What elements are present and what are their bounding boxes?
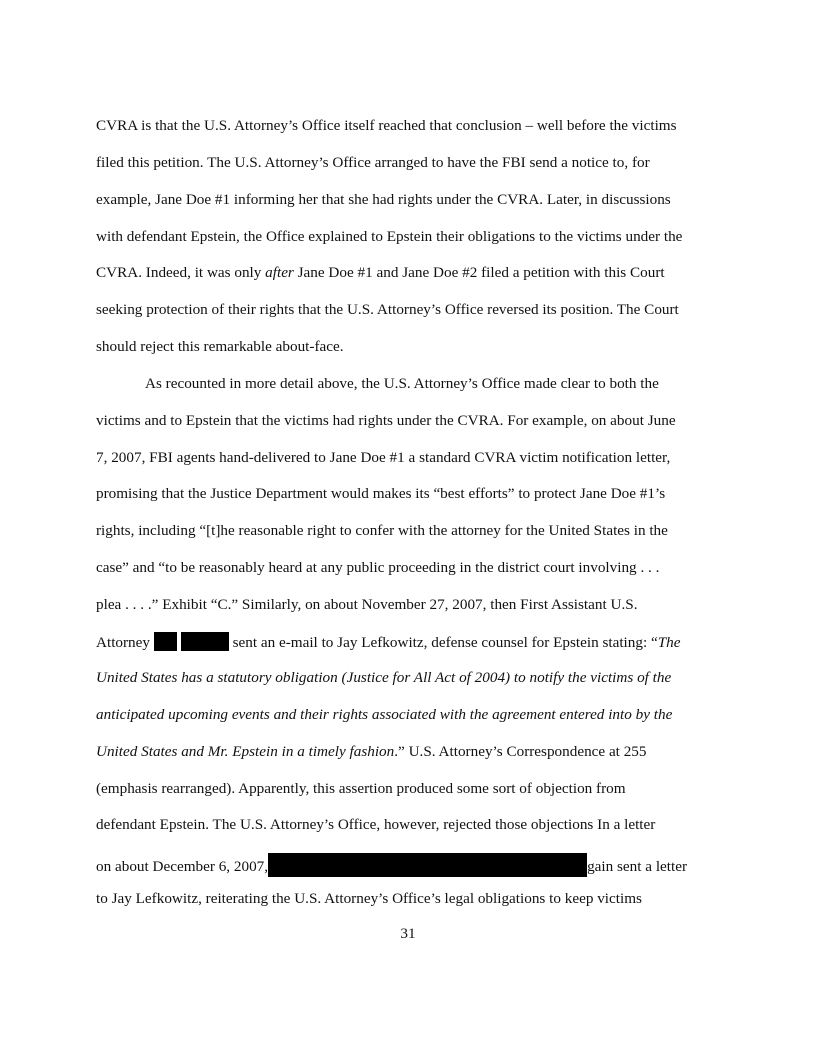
text-line <box>96 853 687 877</box>
text-run: CVRA. Indeed, it was only <box>96 264 266 281</box>
text-run: sent an e-mail to Jay Lefkowitz, defense counsel for Epstein stating: “ <box>228 634 658 651</box>
text-line: rights, including “[t]he reasonable right to confer with the attorney for the United States in the <box>96 522 668 539</box>
text-line: seeking protection of their rights that the U.S. Attorney’s Office reversed its position. The Court <box>96 301 679 318</box>
text-line: plea . . . .” Exhibit “C.” Similarly, on about November 27, 2007, then First Assistant U.S. <box>96 596 638 613</box>
text-line <box>96 706 672 724</box>
redaction-box <box>181 632 229 651</box>
emphasis-text: anticipated upcoming events and their rights associated with the agreement entered into by the <box>96 706 673 723</box>
page-number: 31 <box>400 925 416 942</box>
text-line: filed this petition. The U.S. Attorney’s Office arranged to have the FBI send a notice to, for <box>96 154 650 171</box>
text-line <box>96 632 681 652</box>
text-line <box>96 669 671 687</box>
emphasis-text: The <box>657 634 681 651</box>
emphasis-text: after <box>265 264 294 281</box>
redaction-box <box>268 853 587 877</box>
emphasis-text: United States and Mr. Epstein in a timely fashion <box>96 743 395 760</box>
text-line <box>96 264 665 282</box>
text-line: example, Jane Doe #1 informing her that she had rights under the CVRA. Later, in discussions <box>96 191 671 208</box>
text-line: should reject this remarkable about-face. <box>96 338 344 355</box>
redaction-box <box>154 632 177 651</box>
paragraph-first-line: As recounted in more detail above, the U.S. Attorney’s Office made clear to both the <box>145 375 659 392</box>
text-run: on about December 6, 2007, <box>96 858 269 875</box>
text-line: CVRA is that the U.S. Attorney’s Office itself reached that conclusion – well before the victims <box>96 117 677 134</box>
text-line: to Jay Lefkowitz, reiterating the U.S. Attorney’s Office’s legal obligations to keep victims <box>96 890 642 907</box>
text-line <box>96 743 646 761</box>
text-line: with defendant Epstein, the Office explained to Epstein their obligations to the victims under the <box>96 228 683 245</box>
text-run: Attorney <box>96 634 154 651</box>
text-run: gain sent a letter <box>587 858 688 875</box>
emphasis-text: United States has a statutory obligation (Justice for All Act of 2004) to notify the victims of the <box>96 669 672 686</box>
text-run: .” U.S. Attorney’s Correspondence at 255 <box>394 743 647 760</box>
text-run: Jane Doe #1 and Jane Doe #2 filed a petition with this Court <box>293 264 665 281</box>
text-line: 7, 2007, FBI agents hand-delivered to Jane Doe #1 a standard CVRA victim notification letter, <box>96 449 671 466</box>
text-line: victims and to Epstein that the victims had rights under the CVRA. For example, on about June <box>96 412 676 429</box>
text-line: case” and “to be reasonably heard at any public proceeding in the district court involving . . . <box>96 559 660 576</box>
text-line: promising that the Justice Department would makes its “best efforts” to protect Jane Doe #1’s <box>96 485 666 502</box>
text-line: defendant Epstein. The U.S. Attorney’s Office, however, rejected those objections In a letter <box>96 816 656 833</box>
text-line: (emphasis rearranged). Apparently, this assertion produced some sort of objection from <box>96 780 626 797</box>
